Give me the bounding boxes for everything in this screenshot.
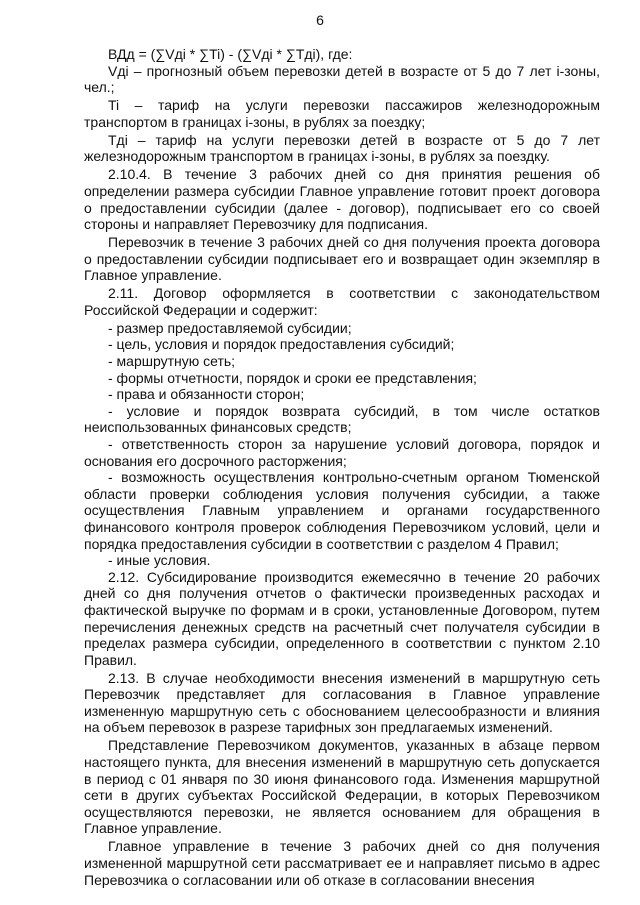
- paragraph-2-13: 2.13. В случае необходимости внесения изменений в маршрутную сеть Перевозчик представляет для согласования в Главное управление измененную маршрутную сеть с обоснованием целесообразности и влияния на объем перевозок в разрезе тарифных зон предлагаемых изменений.: [84, 669, 600, 736]
- contract-item-other: - иные условия.: [108, 552, 211, 569]
- paragraph-2-12: 2.12. Субсидирование производится ежемесячно в течение 20 рабочих дней со дня получения отчетов о фактически произведенных расходах и фактической выручке по формам и в сроки, установленные Договором, путем перечисления денежных средств на расчетный счет получателя субсидии в пределах размера субсидии, определенного в соответствии с пунктом 2.10 Правил.: [84, 568, 600, 668]
- paragraph-review: Главное управление в течение 3 рабочих дней со дня получения измененной маршрутной сети рассматривает ее и направляет письмо в адрес Перевозчика о согласовании или об отказе в согласовании внесения: [84, 838, 600, 888]
- document-body: [84, 46, 600, 890]
- contract-item-route-network: - маршрутную сеть;: [108, 353, 236, 370]
- paragraph-2-11: 2.11. Договор оформляется в соответствии с законодательством Российской Федерации и содержит:: [84, 285, 600, 318]
- subsidy-formula: ВДд = (∑Vдi * ∑Ti) - (∑Vдi * ∑Tдi), где:: [108, 46, 353, 62]
- contract-item-purpose: - цель, условия и порядок предоставления субсидий;: [108, 336, 455, 353]
- formula-term-ti: Ti – тариф на услуги перевозки пассажиров железнодорожным транспортом в границах i-зоны, в рублях за поездку;: [84, 97, 600, 130]
- contract-item-subsidy-amount: - размер предоставляемой субсидии;: [108, 319, 352, 336]
- paragraph-2-10-4: 2.10.4. В течение 3 рабочих дней со дня принятия решения об определении размера субсидии Главное управление готовит проект договора о предоставлении субсидии (далее - договор), подписывает его со своей стороны и направляет Перевозчику для подписания.: [84, 166, 600, 233]
- page-number: 6: [316, 12, 324, 28]
- contract-item-liability: - ответственность сторон за нарушение условий договора, порядок и основания его досрочного расторжения;: [84, 436, 600, 469]
- contract-item-reporting: - формы отчетности, порядок и сроки ее представления;: [108, 369, 477, 386]
- formula-term-vdi: Vдi – прогнозный объем перевозки детей в возрасте от 5 до 7 лет i-зоны, чел.;: [84, 62, 600, 96]
- formula-term-tdi: Tдi – тариф на услуги перевозки детей в возрасте от 5 до 7 лет железнодорожным транспортом в границах i-зоны, в рублях за поездку.: [84, 131, 600, 165]
- paragraph-carrier-signing: Перевозчик в течение 3 рабочих дней со дня получения проекта договора о предоставлении субсидии подписывает его и возвращает один экземпляр в Главное управление.: [84, 234, 600, 284]
- contract-item-rights: - права и обязанности сторон;: [108, 386, 305, 403]
- paragraph-documents-submission: Представление Перевозчиком документов, указанных в абзаце первом настоящего пункта, для внесения изменений в маршрутную сеть допускается в период с 01 января по 30 июня финансового года. Изменения маршрутной сети в других субъектах Российской Федерации, в которых Перевозчиком осуществляются перевозки, не является основанием для обращения в Главное управление.: [84, 737, 600, 837]
- contract-item-control: - возможность осуществления контрольно-счетным органом Тюменской области проверки соблюдения условия получения субсидии, а также осуществления Главным управлением и органами государственного финансового контроля проверок соблюдения Перевозчиком условий, цели и порядка предоставления субсидии в соответствии с разделом 4 Правил;: [84, 469, 600, 552]
- contract-item-refund: - условие и порядок возврата субсидий, в том числе остатков неиспользованных финансовых средств;: [84, 402, 600, 436]
